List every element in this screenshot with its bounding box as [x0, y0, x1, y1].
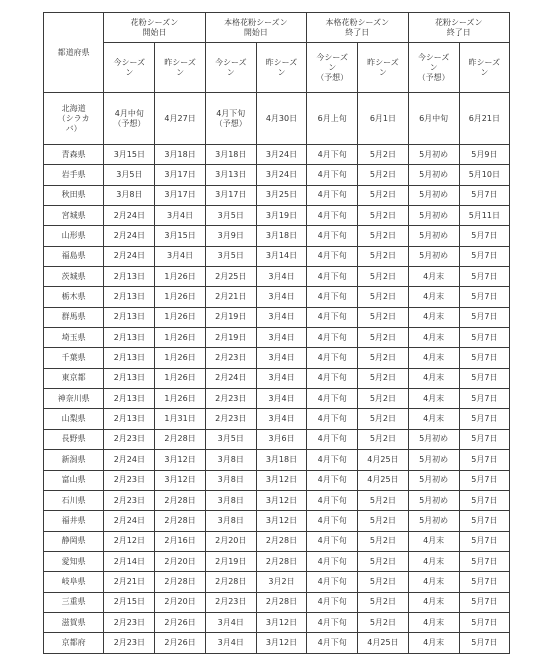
date-cell: 5月7日	[459, 592, 509, 612]
date-cell: 4月末	[408, 633, 459, 653]
pollen-season-table-container	[43, 12, 510, 654]
date-cell: 3月4日	[256, 348, 306, 368]
date-cell: 2月23日	[104, 633, 155, 653]
date-cell: 5月7日	[459, 348, 509, 368]
date-cell: 3月12日	[155, 470, 205, 490]
prefecture-cell: 岐阜県	[44, 572, 104, 592]
date-cell: 5月7日	[459, 511, 509, 531]
date-cell: 4月下旬	[307, 490, 358, 510]
date-cell: 4月下旬	[307, 267, 358, 287]
date-cell: 3月17日	[155, 185, 205, 205]
date-cell: 3月12日	[256, 612, 306, 632]
date-cell: 5月7日	[459, 185, 509, 205]
sub-header-this-season: 今シーズ ン	[205, 43, 256, 93]
date-cell: 3月4日	[256, 409, 306, 429]
date-cell: 5月2日	[358, 246, 408, 266]
date-cell: 2月24日	[104, 206, 155, 226]
date-cell: 5月2日	[358, 429, 408, 449]
date-cell: 3月4日	[205, 633, 256, 653]
date-cell: 5月7日	[459, 450, 509, 470]
date-cell: 4月末	[408, 612, 459, 632]
date-cell: 2月24日	[205, 368, 256, 388]
sub-header-last-season: 昨シーズ ン	[459, 43, 509, 93]
date-cell: 2月28日	[155, 511, 205, 531]
date-cell: 2月12日	[104, 531, 155, 551]
table-row	[44, 165, 510, 185]
date-cell: 5月7日	[459, 267, 509, 287]
prefecture-cell: 石川県	[44, 490, 104, 510]
date-cell: 5月2日	[358, 389, 408, 409]
date-cell: 3月12日	[256, 633, 306, 653]
date-cell: 5月7日	[459, 368, 509, 388]
date-cell: 3月25日	[256, 185, 306, 205]
date-cell: 2月23日	[205, 409, 256, 429]
table-row	[44, 145, 510, 165]
prefecture-cell: 宮城県	[44, 206, 104, 226]
date-cell: 3月12日	[256, 511, 306, 531]
sub-header-this-season: 今シーズ ン	[104, 43, 155, 93]
date-cell: 3月4日	[155, 206, 205, 226]
date-cell: 4月下旬	[307, 307, 358, 327]
pollen-season-start-header: 花粉シーズン 開始日	[104, 13, 205, 43]
prefecture-cell: 三重県	[44, 592, 104, 612]
date-cell: 3月17日	[155, 165, 205, 185]
date-cell: 2月14日	[104, 551, 155, 571]
date-cell: 3月4日	[256, 287, 306, 307]
date-cell: 2月19日	[205, 551, 256, 571]
table-row	[44, 226, 510, 246]
date-cell: 5月2日	[358, 531, 408, 551]
prefecture-cell: 京都府	[44, 633, 104, 653]
date-cell: 4月下旬	[307, 165, 358, 185]
date-cell: 3月12日	[256, 490, 306, 510]
date-cell: 2月23日	[205, 348, 256, 368]
date-cell: 3月18日	[155, 145, 205, 165]
date-cell: 4月下旬	[307, 592, 358, 612]
date-cell: 3月12日	[155, 450, 205, 470]
date-cell: 4月下旬	[307, 389, 358, 409]
date-cell: 3月12日	[256, 470, 306, 490]
date-cell: 5月2日	[358, 490, 408, 510]
table-row	[44, 633, 510, 653]
date-cell: 2月23日	[205, 389, 256, 409]
date-cell: 1月26日	[155, 368, 205, 388]
date-cell: 4月下旬	[307, 246, 358, 266]
date-cell: 5月7日	[459, 246, 509, 266]
date-cell: 4月下旬	[307, 450, 358, 470]
prefecture-cell: 富山県	[44, 470, 104, 490]
date-cell: 1月26日	[155, 267, 205, 287]
date-cell: 4月25日	[358, 470, 408, 490]
date-cell: 4月下旬	[307, 612, 358, 632]
date-cell: 4月25日	[358, 633, 408, 653]
date-cell: 4月末	[408, 348, 459, 368]
sub-header-last-season: 昨シーズ ン	[358, 43, 408, 93]
table-row	[44, 572, 510, 592]
sub-header-last-season: 昨シーズ ン	[256, 43, 306, 93]
date-cell: 5月7日	[459, 531, 509, 551]
date-cell: 1月26日	[155, 287, 205, 307]
table-row	[44, 511, 510, 531]
date-cell: 4月下旬 （予想）	[205, 93, 256, 145]
date-cell: 3月15日	[155, 226, 205, 246]
prefecture-cell: 茨城県	[44, 267, 104, 287]
date-cell: 6月1日	[358, 93, 408, 145]
date-cell: 4月末	[408, 389, 459, 409]
prefecture-cell: 千葉県	[44, 348, 104, 368]
date-cell: 5月7日	[459, 226, 509, 246]
date-cell: 2月13日	[104, 307, 155, 327]
date-cell: 5月7日	[459, 612, 509, 632]
date-cell: 2月20日	[205, 531, 256, 551]
table-row	[44, 389, 510, 409]
date-cell: 5月2日	[358, 572, 408, 592]
date-cell: 2月13日	[104, 389, 155, 409]
date-cell: 3月18日	[256, 450, 306, 470]
date-cell: 2月26日	[155, 612, 205, 632]
date-cell: 5月初め	[408, 165, 459, 185]
date-cell: 4月27日	[155, 93, 205, 145]
prefecture-cell: 岩手県	[44, 165, 104, 185]
main-pollen-season-end-header: 本格花粉シーズン 終了日	[307, 13, 408, 43]
prefecture-cell: 新潟県	[44, 450, 104, 470]
date-cell: 4月下旬	[307, 633, 358, 653]
date-cell: 4月下旬	[307, 328, 358, 348]
prefecture-cell: 神奈川県	[44, 389, 104, 409]
date-cell: 3月5日	[205, 429, 256, 449]
table-row	[44, 368, 510, 388]
date-cell: 3月24日	[256, 145, 306, 165]
date-cell: 4月下旬	[307, 470, 358, 490]
date-cell: 2月28日	[155, 490, 205, 510]
date-cell: 4月末	[408, 409, 459, 429]
prefecture-cell: 栃木県	[44, 287, 104, 307]
date-cell: 5月7日	[459, 572, 509, 592]
date-cell: 5月初め	[408, 185, 459, 205]
date-cell: 5月初め	[408, 246, 459, 266]
date-cell: 2月28日	[155, 572, 205, 592]
prefecture-column-header: 都道府県	[44, 13, 104, 93]
table-row	[44, 206, 510, 226]
date-cell: 2月21日	[205, 287, 256, 307]
date-cell: 5月2日	[358, 409, 408, 429]
prefecture-cell: 埼玉県	[44, 328, 104, 348]
date-cell: 3月15日	[104, 145, 155, 165]
date-cell: 3月4日	[256, 267, 306, 287]
prefecture-cell: 長野県	[44, 429, 104, 449]
date-cell: 3月4日	[256, 307, 306, 327]
date-cell: 6月21日	[459, 93, 509, 145]
date-cell: 4月下旬	[307, 226, 358, 246]
date-cell: 3月14日	[256, 246, 306, 266]
date-cell: 2月23日	[104, 612, 155, 632]
sub-header-this-season-forecast: 今シーズ ン （予想）	[307, 43, 358, 93]
date-cell: 5月7日	[459, 328, 509, 348]
date-cell: 3月9日	[205, 226, 256, 246]
date-cell: 2月13日	[104, 348, 155, 368]
date-cell: 2月28日	[256, 551, 306, 571]
table-row	[44, 287, 510, 307]
date-cell: 5月2日	[358, 145, 408, 165]
pollen-season-end-header: 花粉シーズン 終了日	[408, 13, 509, 43]
date-cell: 5月7日	[459, 470, 509, 490]
date-cell: 5月11日	[459, 206, 509, 226]
date-cell: 2月13日	[104, 368, 155, 388]
date-cell: 2月19日	[205, 328, 256, 348]
date-cell: 6月上旬	[307, 93, 358, 145]
date-cell: 4月下旬	[307, 368, 358, 388]
date-cell: 1月26日	[155, 307, 205, 327]
date-cell: 2月15日	[104, 592, 155, 612]
date-cell: 3月5日	[205, 206, 256, 226]
date-cell: 5月初め	[408, 206, 459, 226]
date-cell: 3月4日	[256, 389, 306, 409]
date-cell: 3月5日	[104, 165, 155, 185]
date-cell: 3月18日	[205, 145, 256, 165]
date-cell: 3月4日	[256, 328, 306, 348]
table-row	[44, 612, 510, 632]
date-cell: 5月2日	[358, 348, 408, 368]
date-cell: 5月7日	[459, 389, 509, 409]
date-cell: 1月26日	[155, 389, 205, 409]
date-cell: 6月中旬	[408, 93, 459, 145]
date-cell: 5月初め	[408, 490, 459, 510]
main-pollen-season-start-header: 本格花粉シーズン 開始日	[205, 13, 306, 43]
date-cell: 5月初め	[408, 511, 459, 531]
table-row	[44, 551, 510, 571]
date-cell: 5月初め	[408, 145, 459, 165]
date-cell: 4月末	[408, 328, 459, 348]
date-cell: 5月7日	[459, 490, 509, 510]
sub-header-last-season: 昨シーズ ン	[155, 43, 205, 93]
date-cell: 5月2日	[358, 592, 408, 612]
date-cell: 5月2日	[358, 287, 408, 307]
prefecture-cell: 福島県	[44, 246, 104, 266]
date-cell: 3月6日	[256, 429, 306, 449]
table-row	[44, 93, 510, 145]
table-row	[44, 429, 510, 449]
prefecture-cell: 北海道 （シラカ バ）	[44, 93, 104, 145]
date-cell: 5月2日	[358, 206, 408, 226]
date-cell: 2月23日	[104, 490, 155, 510]
date-cell: 2月21日	[104, 572, 155, 592]
prefecture-cell: 青森県	[44, 145, 104, 165]
date-cell: 4月中旬 （予想）	[104, 93, 155, 145]
date-cell: 5月7日	[459, 307, 509, 327]
date-cell: 5月初め	[408, 450, 459, 470]
date-cell: 3月4日	[205, 612, 256, 632]
table-row	[44, 348, 510, 368]
date-cell: 2月23日	[104, 470, 155, 490]
date-cell: 2月13日	[104, 267, 155, 287]
prefecture-cell: 滋賀県	[44, 612, 104, 632]
date-cell: 3月13日	[205, 165, 256, 185]
date-cell: 3月8日	[104, 185, 155, 205]
date-cell: 5月9日	[459, 145, 509, 165]
date-cell: 4月30日	[256, 93, 306, 145]
date-cell: 3月5日	[205, 246, 256, 266]
date-cell: 2月20日	[155, 551, 205, 571]
date-cell: 5月7日	[459, 633, 509, 653]
date-cell: 2月24日	[104, 450, 155, 470]
date-cell: 5月初め	[408, 470, 459, 490]
date-cell: 3月18日	[256, 226, 306, 246]
date-cell: 2月25日	[205, 267, 256, 287]
prefecture-cell: 静岡県	[44, 531, 104, 551]
date-cell: 2月13日	[104, 409, 155, 429]
date-cell: 3月8日	[205, 450, 256, 470]
date-cell: 3月4日	[256, 368, 306, 388]
prefecture-cell: 群馬県	[44, 307, 104, 327]
date-cell: 3月24日	[256, 165, 306, 185]
date-cell: 5月7日	[459, 409, 509, 429]
date-cell: 3月19日	[256, 206, 306, 226]
table-row	[44, 246, 510, 266]
date-cell: 5月初め	[408, 226, 459, 246]
date-cell: 5月2日	[358, 267, 408, 287]
date-cell: 5月2日	[358, 165, 408, 185]
date-cell: 4月下旬	[307, 531, 358, 551]
date-cell: 4月下旬	[307, 185, 358, 205]
table-row	[44, 267, 510, 287]
table-row	[44, 592, 510, 612]
date-cell: 2月16日	[155, 531, 205, 551]
date-cell: 4月末	[408, 551, 459, 571]
date-cell: 4月下旬	[307, 572, 358, 592]
date-cell: 4月末	[408, 531, 459, 551]
date-cell: 5月2日	[358, 511, 408, 531]
date-cell: 2月23日	[205, 592, 256, 612]
date-cell: 4月末	[408, 572, 459, 592]
date-cell: 2月13日	[104, 328, 155, 348]
table-row	[44, 307, 510, 327]
date-cell: 4月下旬	[307, 206, 358, 226]
prefecture-cell: 福井県	[44, 511, 104, 531]
date-cell: 4月下旬	[307, 348, 358, 368]
date-cell: 5月7日	[459, 429, 509, 449]
date-cell: 4月25日	[358, 450, 408, 470]
date-cell: 2月24日	[104, 226, 155, 246]
date-cell: 5月2日	[358, 612, 408, 632]
date-cell: 1月31日	[155, 409, 205, 429]
prefecture-cell: 愛知県	[44, 551, 104, 571]
date-cell: 5月2日	[358, 185, 408, 205]
date-cell: 4月下旬	[307, 551, 358, 571]
table-row	[44, 470, 510, 490]
date-cell: 5月7日	[459, 287, 509, 307]
date-cell: 5月2日	[358, 226, 408, 246]
date-cell: 2月19日	[205, 307, 256, 327]
date-cell: 2月13日	[104, 287, 155, 307]
prefecture-cell: 秋田県	[44, 185, 104, 205]
date-cell: 3月8日	[205, 490, 256, 510]
date-cell: 2月28日	[205, 572, 256, 592]
date-cell: 2月24日	[104, 511, 155, 531]
date-cell: 1月26日	[155, 328, 205, 348]
prefecture-cell: 山形県	[44, 226, 104, 246]
date-cell: 5月2日	[358, 368, 408, 388]
date-cell: 2月20日	[155, 592, 205, 612]
date-cell: 4月末	[408, 267, 459, 287]
table-row	[44, 185, 510, 205]
date-cell: 4月末	[408, 368, 459, 388]
date-cell: 4月末	[408, 287, 459, 307]
date-cell: 3月2日	[256, 572, 306, 592]
date-cell: 2月28日	[155, 429, 205, 449]
date-cell: 2月26日	[155, 633, 205, 653]
date-cell: 4月下旬	[307, 145, 358, 165]
date-cell: 2月24日	[104, 246, 155, 266]
table-row	[44, 490, 510, 510]
date-cell: 2月28日	[256, 531, 306, 551]
date-cell: 5月2日	[358, 307, 408, 327]
date-cell: 3月8日	[205, 470, 256, 490]
date-cell: 2月28日	[256, 592, 306, 612]
date-cell: 4月下旬	[307, 287, 358, 307]
date-cell: 5月7日	[459, 551, 509, 571]
date-cell: 4月末	[408, 592, 459, 612]
table-header	[44, 13, 510, 93]
table-row	[44, 328, 510, 348]
table-row	[44, 531, 510, 551]
prefecture-cell: 東京都	[44, 368, 104, 388]
date-cell: 5月2日	[358, 328, 408, 348]
date-cell: 3月8日	[205, 511, 256, 531]
table-body	[44, 93, 510, 654]
date-cell: 4月下旬	[307, 409, 358, 429]
date-cell: 4月下旬	[307, 429, 358, 449]
date-cell: 5月2日	[358, 551, 408, 571]
sub-header-this-season-forecast: 今シーズ ン （予想）	[408, 43, 459, 93]
table-row	[44, 450, 510, 470]
date-cell: 4月末	[408, 307, 459, 327]
date-cell: 4月下旬	[307, 511, 358, 531]
date-cell: 5月10日	[459, 165, 509, 185]
prefecture-cell: 山梨県	[44, 409, 104, 429]
date-cell: 3月17日	[205, 185, 256, 205]
table-row	[44, 409, 510, 429]
date-cell: 1月26日	[155, 348, 205, 368]
date-cell: 2月23日	[104, 429, 155, 449]
date-cell: 5月初め	[408, 429, 459, 449]
date-cell: 3月4日	[155, 246, 205, 266]
pollen-season-table	[43, 12, 510, 654]
